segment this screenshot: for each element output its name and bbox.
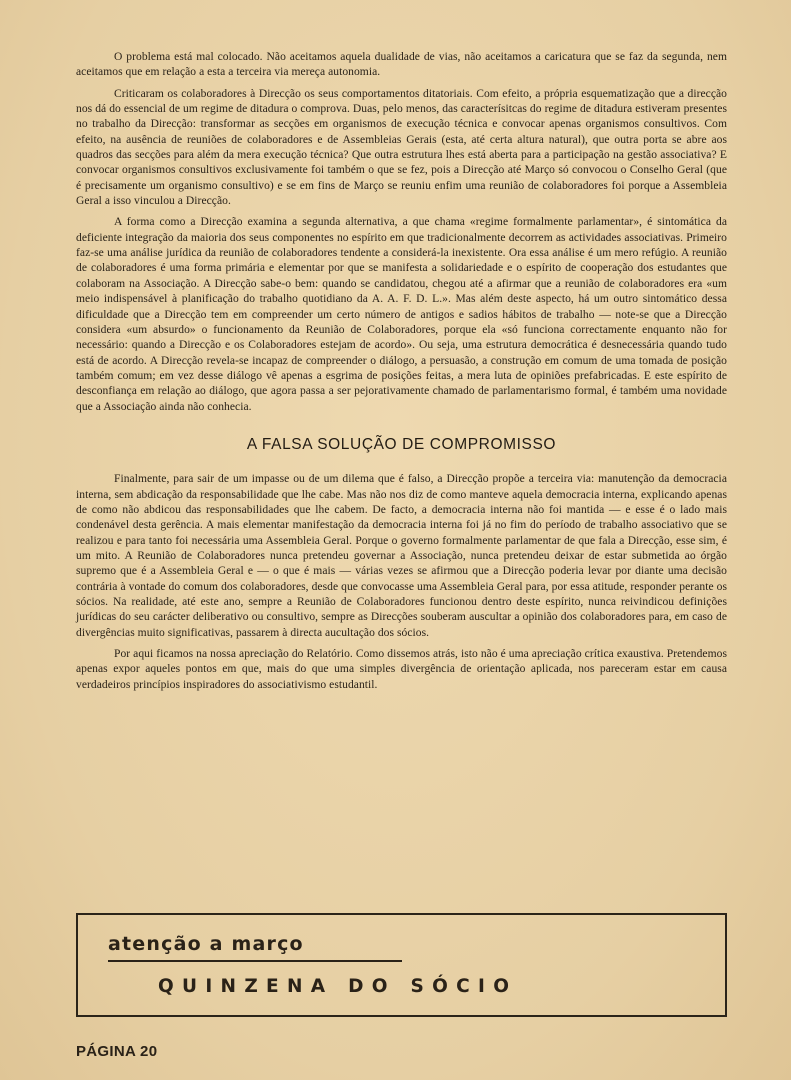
article-paragraph: Finalmente, para sair de um impasse ou de um dilema que é falso, a Direcção propõe a terceira via: manutenção da democracia interna, sem abdicação da responsabilidade que lhe cabe. Mas não nos diz de como manteve aquela democracia interna, explicando apenas de como não abdicou das responsabilidades que lhe cabem. De facto, a democracia interna não foi mantida — e esse é o lado mais condenável desta gerência. A mais elementar manifestação da democracia interna foi já no fim do período de trabalho associativo que se realizou e para tanto foi necessária uma Assembleia Geral. Porque o governo formalmente parlamentar de que fala a Direcção, esse sim, é um mito. A Reunião de Colaboradores nunca pretendeu governar a Associação, nunca pretendeu deixar de estar submetida ao órgão supremo que é a Assembleia Geral e — o que é mais — várias vezes se afirmou que a Direcção poderia levar por diante uma decisão contrária à vontade do comum dos colaboradores, desde que convocasse uma Assembleia Geral para, por essa atitude, responder perante os sócios. Na realidade, até este ano, sempre a Reunião de Colaboradores funcionou dentro deste espírito, nunca reivindicou definições jurídicas do seu carácter deliberativo ou consultivo, sempre as Direcções souberam auscultar a opinião dos colaboradores para, em caso de divergências muito significativas, passarem à directa aucultação dos sócios. — [76, 473, 727, 639]
announcement-box — [76, 913, 727, 1017]
article-paragraph: O problema está mal colocado. Não aceitamos aquela dualidade de vias, não aceitamos a caricatura que se faz da segunda, nem aceitamos que em relação a esta a terceira via mereça autonomia. — [76, 51, 727, 79]
page-number: PÁGINA 20 — [76, 1043, 158, 1060]
article-body — [76, 50, 727, 699]
article-paragraph: Criticaram os colaboradores à Direcção os seus comportamentos ditatoriais. Com efeito, a própria esquematização que a direcção nos dá do essencial de um regime de ditadura o comprova. Duas, pelo menos, das caracterísitcas do regime de ditadura estiveram presentes no trabalho da Direcção: transformar as secções em organismos de execução técnica e convocar apenas organismos consultivos. Com efeito, na ausência de reuniões de colaboradores e de Assembleias Gerais (esta, até certa altura natural), que outra porta se abre aos quadros das secções para além da mera execução técnica? Que outra estrutura lhes está aberta para a participação na gestão associativa? E convocar organismos consultivos exclusivamente foi também o que se fez, pois a Direcção até Março só convocou o Conselho Geral (que é precisamente um organismo consultivo) e se em fins de Março se reuniu enfim uma reunião de colaboradores foi porque a Assembleia Geral a isso vinculou a Direcção. — [76, 87, 727, 208]
announcement-title-underline — [108, 960, 402, 962]
article-paragraph: Por aqui ficamos na nossa apreciação do Relatório. Como dissemos atrás, isto não é uma apreciação crítica exaustiva. Pretendemos apenas expor aqueles pontos em que, mais do que uma simples divergência de orientação aplicada, nos pareceram estar em causa verdadeiros princípios inspiradores do associativismo estudantil. — [76, 648, 727, 691]
section-heading: A FALSA SOLUÇÃO DE COMPROMISSO — [246, 435, 557, 453]
article-paragraph: A forma como a Direcção examina a segunda alternativa, a que chama «regime formalmente parlamentar», é sintomática da deficiente integração da maioria dos seus componentes no espírito em que tradicionalmente decorrem as actividades associativas. Primeiro faz-se uma análise jurídica da reunião de colaboradores tendente a considerá-la inexistente. Ora essa análise é um mero refúgio. A reunião de colaboradores é uma forma primária e elementar por que se manifesta a solidariedade e o espírito de cooperação dos estudantes que colaboram na Associação. A Direcção sabe-o bem: quando se candidatou, chegou até a afirmar que a reunião de colaboradores era «um meio indispensável à planificação do trabalho quotidiano da A. A. F. D. L.». Mas além deste aspecto, há um outro sintomático dessa dificuldade que a Direcção tem em compreender um certo número de antigos e sadios hábitos de trabalho — note-se que a Direcção considera «um absurdo» o funcionamento da Reunião de Colaboradores, porque ela «só funciona correctamente enquanto não for necessário: quando a Direcção e os Colaboradores estejam de acordo». Ou seja, uma estrutura democrática é desnecessária quando tudo está de acordo. A Direcção revela-se incapaz de compreender o diálogo, a persuasão, a construção em comum de uma tomada de posição também comum; em vez desse diálogo vê apenas a esgrima de posições feitas, a mera luta de opiniões prefabricadas. E este espírito de desconfiança em relação ao diálogo, que agora passa a ser pejorativamente chamado de parlamentarismo formal, é também uma novidade que a Associação ainda não conhecia. — [76, 216, 727, 413]
announcement-title: atenção a março — [108, 933, 304, 955]
announcement-subtitle: QUINZENA DO SÓCIO — [158, 976, 518, 997]
